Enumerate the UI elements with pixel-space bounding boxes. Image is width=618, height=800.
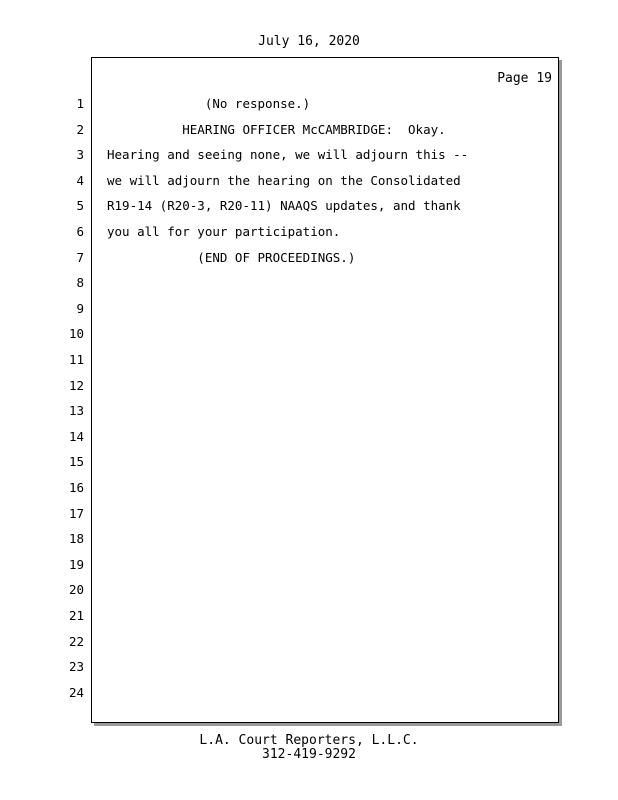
line-number: 3 bbox=[76, 147, 84, 163]
line-number: 21 bbox=[68, 608, 84, 623]
line-number: 14 bbox=[68, 428, 84, 444]
line-number: 24 bbox=[68, 684, 84, 700]
line-number: 20 bbox=[68, 582, 84, 598]
line-number: 1 bbox=[76, 96, 84, 111]
page-number: Page 19 bbox=[497, 71, 552, 86]
line-number: 9 bbox=[76, 300, 84, 316]
line-number: 16 bbox=[68, 480, 84, 495]
line-text: we will adjourn the hearing on the Consolidated bbox=[107, 172, 461, 188]
line-number: 2 bbox=[76, 121, 84, 137]
line-number: 7 bbox=[76, 249, 84, 265]
footer-company: L.A. Court Reporters, L.L.C. bbox=[199, 733, 419, 748]
line-number: 18 bbox=[68, 531, 84, 547]
line-text: HEARING OFFICER McCAMBRIDGE: Okay. bbox=[107, 121, 446, 137]
line-number: 11 bbox=[68, 352, 84, 367]
line-number: 17 bbox=[68, 505, 84, 521]
line-number: 10 bbox=[68, 326, 84, 342]
line-text: you all for your participation. bbox=[107, 224, 341, 239]
line-number: 5 bbox=[76, 198, 84, 214]
line-text: R19-14 (R20-3, R20-11) NAAQS updates, and thank bbox=[107, 198, 461, 214]
line-number: 6 bbox=[76, 224, 84, 239]
line-number: 8 bbox=[76, 275, 84, 291]
footer-phone: 312-419-9292 bbox=[262, 747, 356, 762]
line-number: 15 bbox=[68, 454, 84, 470]
line-number: 4 bbox=[76, 172, 84, 188]
line-number: 23 bbox=[68, 659, 84, 675]
line-number: 13 bbox=[68, 403, 84, 419]
line-number: 19 bbox=[68, 556, 84, 572]
line-number: 12 bbox=[68, 377, 84, 393]
transcript-date: July 16, 2020 bbox=[258, 34, 360, 49]
line-text: (END OF PROCEEDINGS.) bbox=[107, 249, 356, 265]
line-text: Hearing and seeing none, we will adjourn this -- bbox=[107, 147, 469, 163]
line-number: 22 bbox=[68, 633, 84, 649]
line-text: (No response.) bbox=[107, 96, 311, 111]
